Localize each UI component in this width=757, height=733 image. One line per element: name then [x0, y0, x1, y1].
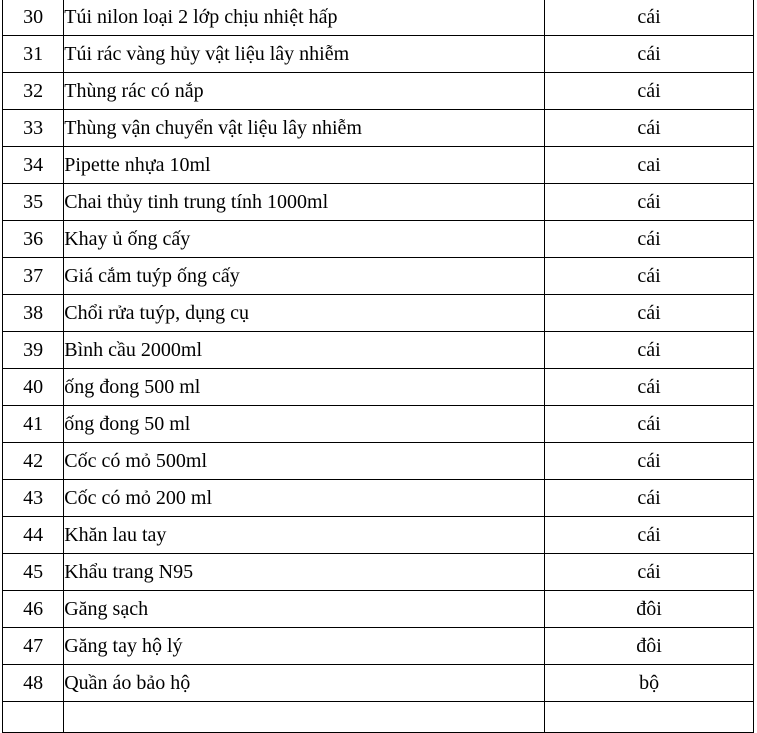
item-name: Găng sạch	[64, 591, 545, 628]
item-name: Thùng rác có nắp	[64, 73, 545, 110]
item-unit: cái	[545, 258, 754, 295]
item-unit: cái	[545, 295, 754, 332]
table-row	[3, 110, 754, 147]
item-name: Túi rác vàng hủy vật liệu lây nhiễm	[64, 36, 545, 73]
row-number: 48	[3, 665, 64, 702]
table-row	[3, 36, 754, 73]
item-name: Pipette nhựa 10ml	[64, 147, 545, 184]
item-name: Cốc có mỏ 500ml	[64, 443, 545, 480]
item-name: Khăn lau tay	[64, 517, 545, 554]
item-name: Chai thủy tinh trung tính 1000ml	[64, 184, 545, 221]
table-row	[3, 147, 754, 184]
item-unit: cái	[545, 517, 754, 554]
row-number: 34	[3, 147, 64, 184]
item-unit: cái	[545, 36, 754, 73]
row-number: 39	[3, 332, 64, 369]
table-row	[3, 221, 754, 258]
item-unit-empty	[545, 702, 754, 733]
item-unit: cái	[545, 73, 754, 110]
item-name: Chổi rửa tuýp, dụng cụ	[64, 295, 545, 332]
row-number: 36	[3, 221, 64, 258]
item-name: Túi nilon loại 2 lớp chịu nhiệt hấp	[64, 0, 545, 36]
row-number: 43	[3, 480, 64, 517]
row-number: 40	[3, 369, 64, 406]
row-number: 37	[3, 258, 64, 295]
table-row	[3, 295, 754, 332]
item-name: Găng tay hộ lý	[64, 628, 545, 665]
item-name-empty	[64, 702, 545, 733]
item-name: Giá cắm tuýp ống cấy	[64, 258, 545, 295]
row-number: 32	[3, 73, 64, 110]
supplies-table	[2, 0, 754, 733]
table-row	[3, 258, 754, 295]
table-row	[3, 628, 754, 665]
item-unit: cái	[545, 369, 754, 406]
item-unit: cái	[545, 0, 754, 36]
item-unit: cái	[545, 554, 754, 591]
item-unit: cái	[545, 443, 754, 480]
item-name: Bình cầu 2000ml	[64, 332, 545, 369]
item-name: ống đong 50 ml	[64, 406, 545, 443]
item-name: Khẩu trang N95	[64, 554, 545, 591]
row-number: 42	[3, 443, 64, 480]
item-unit: đôi	[545, 628, 754, 665]
row-number: 31	[3, 36, 64, 73]
row-number: 46	[3, 591, 64, 628]
row-number: 41	[3, 406, 64, 443]
item-unit: bộ	[545, 665, 754, 702]
row-number: 30	[3, 0, 64, 36]
row-number: 47	[3, 628, 64, 665]
row-number: 38	[3, 295, 64, 332]
row-number-empty	[3, 702, 64, 733]
table-row	[3, 554, 754, 591]
item-unit: cái	[545, 221, 754, 258]
table-row	[3, 517, 754, 554]
table-row	[3, 480, 754, 517]
item-unit: cái	[545, 184, 754, 221]
item-name: Khay ủ ống cấy	[64, 221, 545, 258]
table-row	[3, 369, 754, 406]
table-row	[3, 406, 754, 443]
item-name: Cốc có mỏ 200 ml	[64, 480, 545, 517]
item-name: ống đong 500 ml	[64, 369, 545, 406]
table-row	[3, 0, 754, 36]
table-row	[3, 332, 754, 369]
row-number: 35	[3, 184, 64, 221]
item-name: Thùng vận chuyển vật liệu lây nhiễm	[64, 110, 545, 147]
item-unit: cái	[545, 332, 754, 369]
table-row	[3, 73, 754, 110]
item-unit: cái	[545, 110, 754, 147]
table-row-partial	[3, 702, 754, 733]
table-row	[3, 665, 754, 702]
table-row	[3, 443, 754, 480]
item-unit: cai	[545, 147, 754, 184]
row-number: 44	[3, 517, 64, 554]
item-unit: cái	[545, 480, 754, 517]
row-number: 45	[3, 554, 64, 591]
table-row	[3, 184, 754, 221]
item-unit: đôi	[545, 591, 754, 628]
table-row	[3, 591, 754, 628]
item-name: Quần áo bảo hộ	[64, 665, 545, 702]
row-number: 33	[3, 110, 64, 147]
item-unit: cái	[545, 406, 754, 443]
